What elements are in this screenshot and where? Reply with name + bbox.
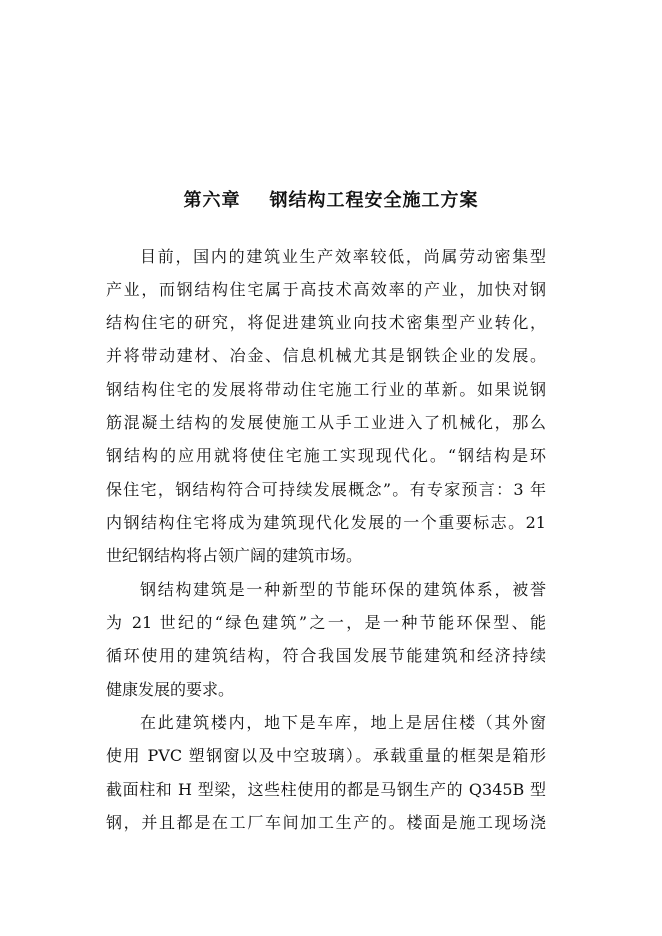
text-line: 结构住宅的研究，将促进建筑业向技术密集型产业转化，: [106, 313, 546, 332]
text-line: 筋混凝土结构的发展使施工从手工业进入了机械化，那么: [106, 413, 546, 432]
text-line: 钢，并且都是在工厂车间加工生产的。楼面是施工现场浇: [106, 813, 546, 832]
text-line: 并将带动建材、冶金、信息机械尤其是钢铁企业的发展。: [106, 346, 546, 365]
text-line: 使用 PVC 塑钢窗以及中空玻璃）。承载重量的框架是箱形: [106, 746, 546, 765]
text-line: 循环使用的建筑结构，符合我国发展节能建筑和经济持续: [106, 646, 546, 665]
text-line: 钢结构住宅的发展将带动住宅施工行业的革新。如果说钢: [106, 380, 546, 399]
text-line: 截面柱和 H 型梁，这些柱使用的都是马钢生产的 Q345B 型: [106, 780, 546, 799]
text-line: 健康发展的要求。: [106, 680, 235, 699]
text-line: 内钢结构住宅将成为建筑现代化发展的一个重要标志。21: [106, 513, 546, 532]
text-line: 世纪钢结构将占领广阔的建筑市场。: [106, 546, 363, 565]
page-title: 第六章 钢结构工程安全施工方案: [183, 190, 479, 211]
text-line: 目前，国内的建筑业生产效率较低，尚属劳动密集型: [140, 247, 546, 266]
text-line: 为 21 世纪的“绿色建筑”之一，是一种节能环保型、能: [106, 613, 546, 632]
text-line: 钢结构的应用就将使住宅施工实现现代化。“钢结构是环: [106, 446, 546, 465]
text-line: 在此建筑楼内，地下是车库，地上是居住楼（其外窗: [140, 713, 546, 732]
text-line: 产业，而钢结构住宅属于高技术高效率的产业，加快对钢: [106, 280, 546, 299]
text-line: 钢结构建筑是一种新型的节能环保的建筑体系，被誉: [140, 580, 546, 599]
text-line: 保住宅，钢结构符合可持续发展概念”。有专家预言：3 年: [106, 480, 546, 499]
